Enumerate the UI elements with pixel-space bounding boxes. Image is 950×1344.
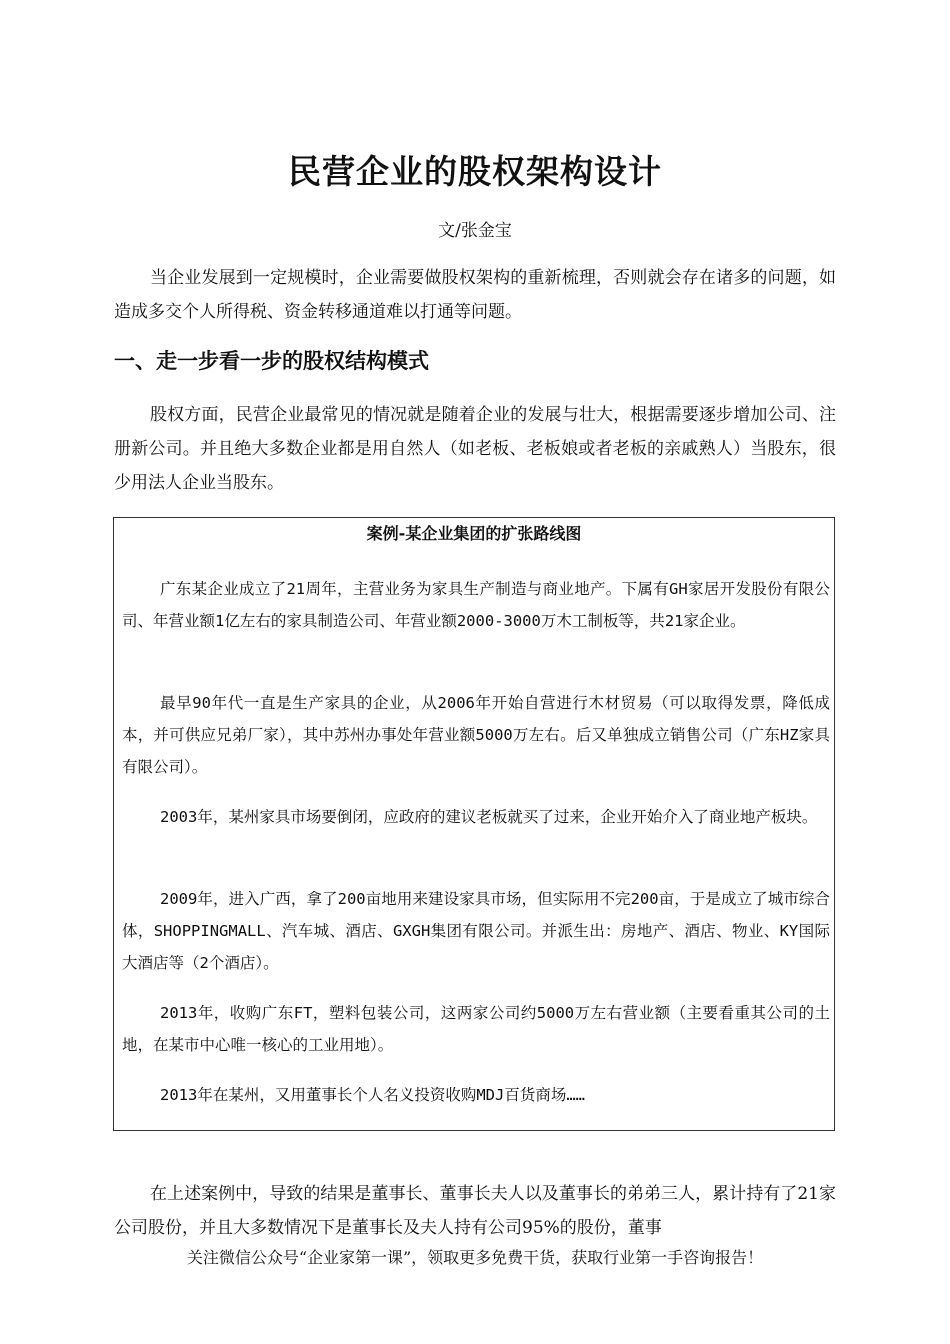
conclusion-paragraph: 在上述案例中，导致的结果是董事长、董事长夫人以及董事长的弟弟三人，累计持有了21家公司股份，并且大多数情况下是董事长及夫人持有公司95%的股份，董事 — [114, 1184, 836, 1238]
case-paragraph: 2009年，进入广西，拿了200亩地用来建设家具市场，但实际用不完200亩，于是成立了城市综合体，SHOPPINGMALL、汽车城、酒店、GXGH集团有限公司。并派生出：房地产、酒店、物业、KY国际大酒店等（2个酒店）。 — [122, 890, 830, 972]
case-paragraph: 广东某企业成立了21周年，主营业务为家具生产制造与商业地产。下属有GH家居开发股份有限公司、年营业额1亿左右的家具制造公司、年营业额2000-3000万木工制板等，共21家企业。 — [122, 580, 830, 630]
footer-note: 关注微信公众号“企业家第一课”，领取更多免费干货，获取行业第一手咨询报告！ — [186, 1248, 764, 1267]
section-body-paragraph: 股权方面，民营企业最常见的情况就是随着企业的发展与壮大，根据需要逐步增加公司、注册新公司。并且绝大多数企业都是用自然人（如老板、老板娘或者老板的亲戚熟人）当股东，很少用法人企业当股东。 — [114, 405, 836, 493]
case-paragraph: 2013年，收购广东FT，塑料包装公司，这两家公司约5000万左右营业额（主要看重其公司的土地，在某市中心唯一核心的工业用地）。 — [122, 1004, 830, 1054]
case-paragraph: 最早90年代一直是生产家具的企业，从2006年开始自营进行木材贸易（可以取得发票，降低成本，并可供应兄弟厂家），其中苏州办事处年营业额5000万左右。后又单独成立销售公司（广东HZ家具有限公司）。 — [122, 694, 830, 776]
section-heading: 一、走一步看一步的股权结构模式 — [114, 349, 429, 373]
case-paragraph: 2003年，某州家具市场要倒闭，应政府的建议老板就买了过来，企业开始介入了商业地产板块。 — [160, 808, 818, 826]
author-line: 文/张金宝 — [438, 221, 512, 241]
case-title: 案例-某企业集团的扩张路线图 — [366, 524, 582, 543]
case-paragraph: 2013年在某州，又用董事长个人名义投资收购MDJ百货商场…… — [160, 1086, 585, 1104]
case-box — [113, 517, 835, 1131]
intro-paragraph: 当企业发展到一定规模时，企业需要做股权架构的重新梳理，否则就会存在诸多的问题，如造成多交个人所得税、资金转移通道难以打通等问题。 — [114, 268, 836, 322]
document-title: 民营企业的股权架构设计 — [288, 152, 662, 191]
